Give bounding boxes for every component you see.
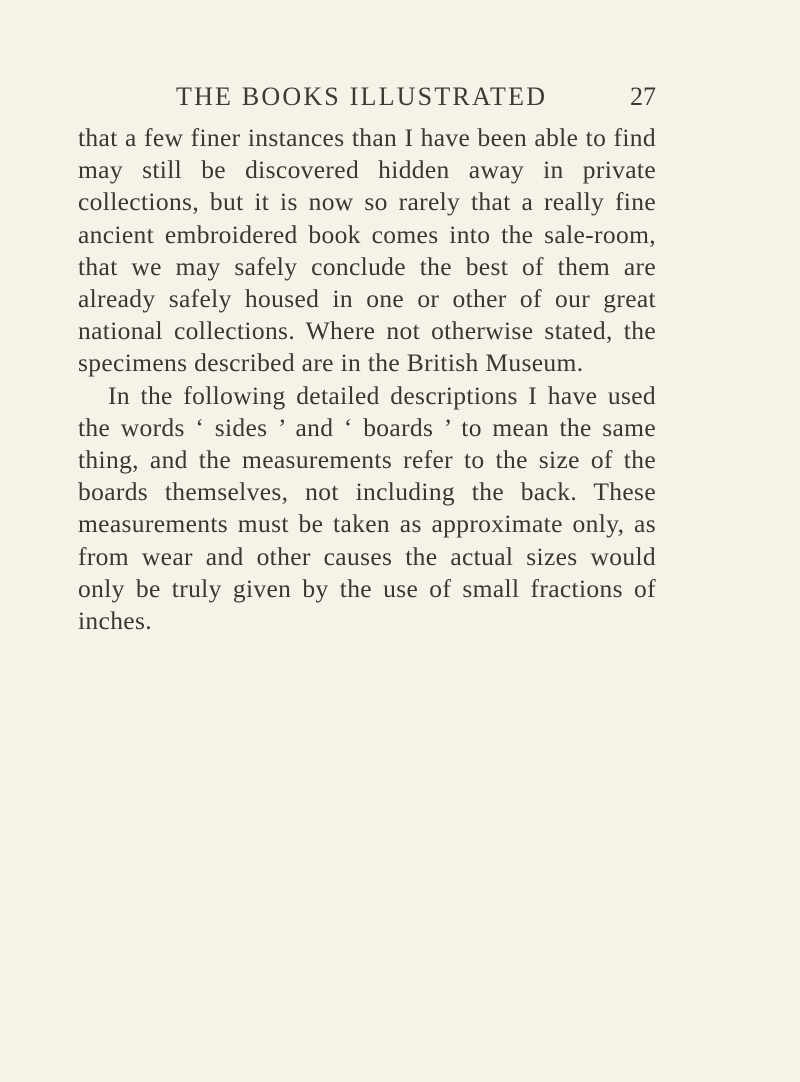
body-text bbox=[78, 122, 656, 637]
page-number: 27 bbox=[630, 82, 656, 111]
paragraph: that a few finer instances than I have been able to find may still be discovered hidden away in private collections, but it is now so rarely that a really fine ancient embroidered book comes into the sale-room, that we may safely conclude the best of them are already safely housed in one or other of our great national collections. Where not otherwise stated, the specimens described are in the British Museum. bbox=[78, 123, 656, 378]
running-title: THE BOOKS ILLUSTRATED bbox=[176, 82, 548, 111]
paragraph: In the following detailed descriptions I have used the words ‘ sides ’ and ‘ boards ’ to mean the same thing, and the measurements refer to the size of the boards themselves, not including the back. These measurements must be taken as approximate only, as from wear and other causes the actual sizes would only be truly given by the use of small fractions of inches. bbox=[78, 380, 656, 636]
running-head bbox=[78, 80, 656, 120]
